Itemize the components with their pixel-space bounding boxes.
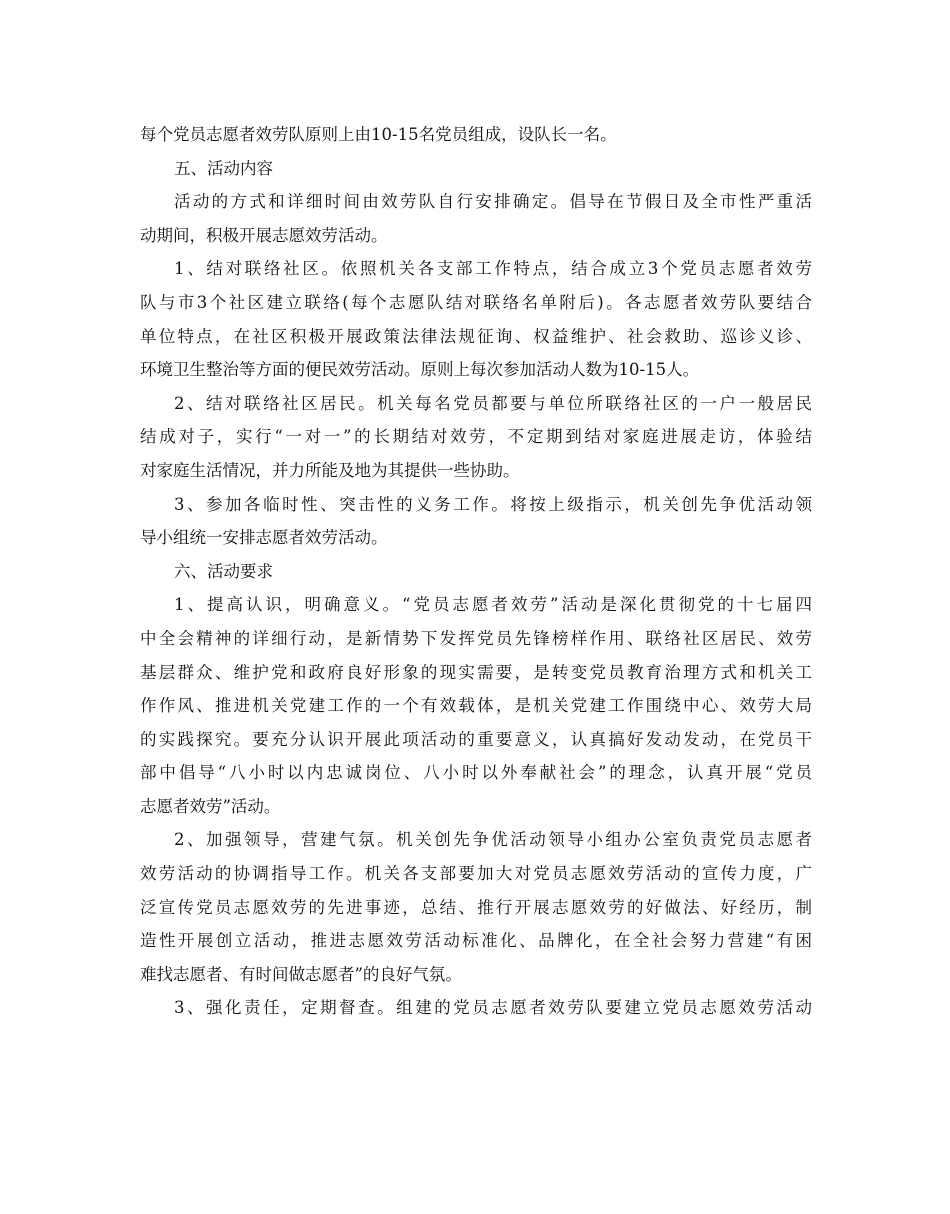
text-line: 难找志愿者、有时间做志愿者”的良好气氛。 — [140, 964, 462, 984]
document-body — [140, 118, 812, 1025]
text-line: 环境卫生整治等方面的便民效劳活动。原则上每次参加活动人数为10-15人。 — [140, 360, 700, 380]
text-line: 2、结对联络社区居民。机关每名党员都要与单位所联络社区的一户一般居民 — [174, 393, 812, 413]
text-line: 对家庭生活情况，并力所能及地为其提供一些协助。 — [140, 460, 520, 480]
text-line: 效劳活动的协调指导工作。机关各支部要加大对党员志愿效劳活动的宣传力度，广 — [140, 864, 812, 884]
text-line: 2、加强领导，营建气氛。机关创先争优活动领导小组办公室负责党员志愿者 — [174, 830, 812, 850]
text-line: 1、提高认识，明确意义。“党员志愿者效劳”活动是深化贯彻党的十七届四 — [174, 595, 812, 615]
text-line: 活动的方式和详细时间由效劳队自行安排确定。倡导在节假日及全市性严重活 — [174, 192, 812, 212]
text-line: 每个党员志愿者效劳队原则上由10-15名党员组成，设队长一名。 — [140, 125, 617, 144]
text-line: 作作风、推进机关党建工作的一个有效载体，是机关党建工作围绕中心、效劳大局 — [140, 696, 812, 716]
text-line: 导小组统一安排志愿者效劳活动。 — [140, 528, 388, 548]
text-line: 志愿者效劳”活动。 — [140, 796, 281, 816]
text-line: 的实践探究。要充分认识开展此项活动的重要意义，认真搞好发动发动，在党员干 — [140, 729, 812, 749]
text-line: 基层群众、维护党和政府良好形象的现实需要，是转变党员教育治理方式和机关工 — [140, 662, 812, 682]
text-line: 单位特点，在社区积极开展政策法律法规征询、权益维护、社会救助、巡诊义诊、 — [140, 326, 812, 346]
text-line: 3、参加各临时性、突击性的义务工作。将按上级指示，机关创先争优活动领 — [174, 494, 812, 514]
text-line: 结成对子，实行“一对一”的长期结对效劳，不定期到结对家庭进展走访，体验结 — [140, 427, 812, 447]
text-line: 造性开展创立活动，推进志愿效劳活动标准化、品牌化，在全社会努力营建“有困 — [140, 931, 812, 951]
text-line: 中全会精神的详细行动，是新情势下发挥党员先锋榜样作用、联络社区居民、效劳 — [140, 628, 812, 648]
text-line: 1、结对联络社区。依照机关各支部工作特点，结合成立3个党员志愿者效劳 — [174, 259, 812, 279]
text-line: 泛宣传党员志愿效劳的先进事迹，总结、推行开展志愿效劳的好做法、好经历，制 — [140, 897, 812, 917]
text-line: 六、活动要求 — [174, 561, 273, 581]
text-line: 部中倡导“八小时以内忠诚岗位、八小时以外奉献社会”的理念，认真开展“党员 — [140, 763, 812, 783]
text-line: 队与市3个社区建立联络(每个志愿队结对联络名单附后)。各志愿者效劳队要结合 — [140, 292, 812, 312]
text-line: 五、活动内容 — [174, 158, 273, 178]
text-line: 动期间，积极开展志愿效劳活动。 — [140, 225, 388, 245]
text-line: 3、强化责任，定期督查。组建的党员志愿者效劳队要建立党员志愿效劳活动 — [174, 998, 812, 1018]
